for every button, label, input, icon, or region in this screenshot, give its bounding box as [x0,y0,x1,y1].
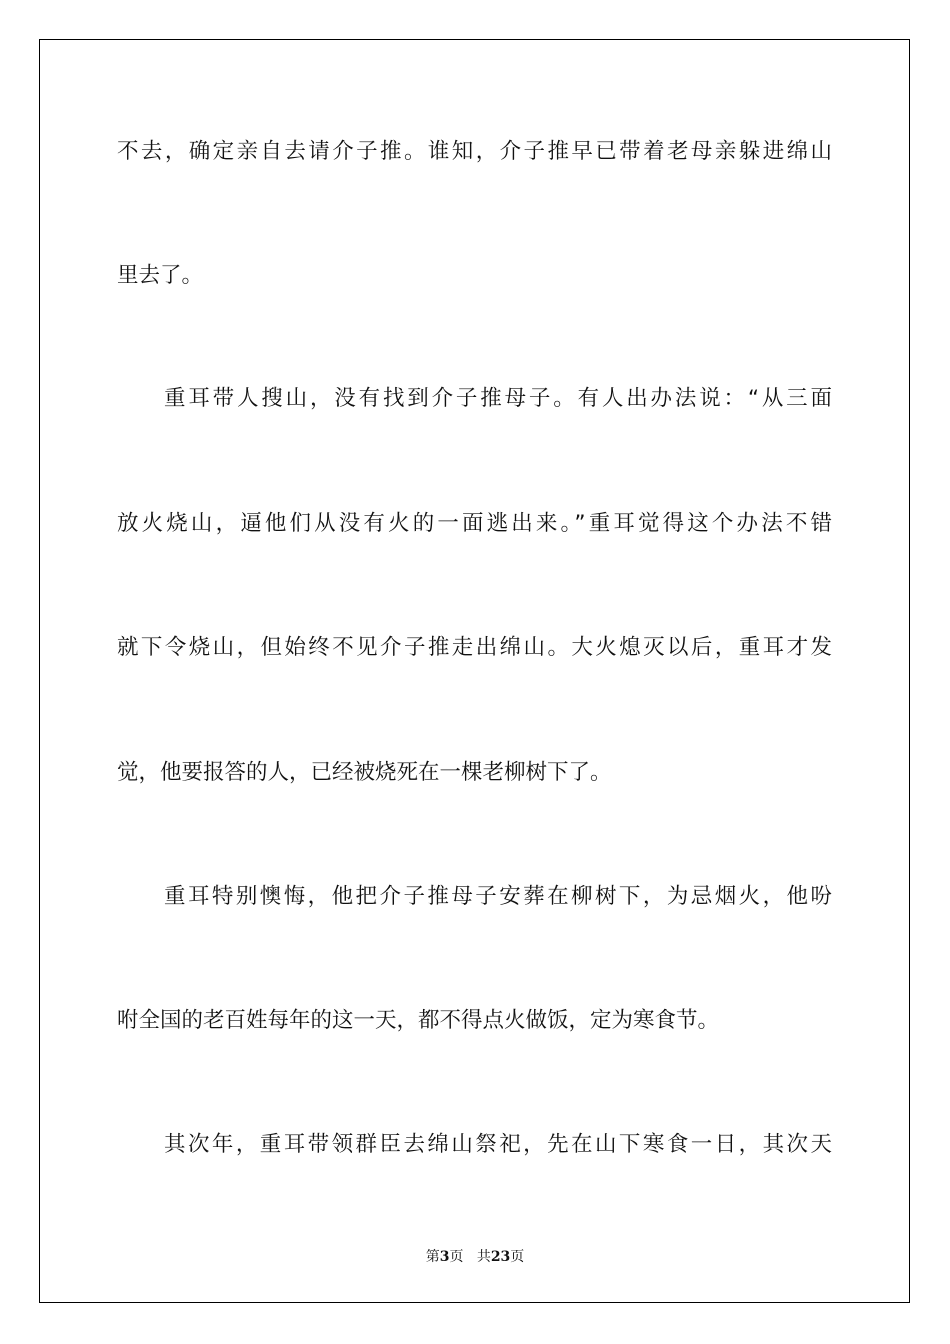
text-line-1: 不去，确定亲自去请介子推。谁知，介子推早已带着老母亲躲进绵山 [117,139,832,164]
total-unit: 页 [510,1249,525,1265]
total-prefix: 共 [476,1249,491,1265]
page-border [39,39,910,1303]
text-line-7: 重耳特别懊悔，他把介子推母子安葬在柳树下，为忌烟火，他吩 [164,884,832,909]
page-footer [0,1246,950,1266]
text-line-8: 咐全国的老百姓每年的这一天，都不得点火做饭，定为寒食节。 [117,1008,720,1033]
text-line-2: 里去了。 [117,263,204,288]
page-total: 23 [490,1249,511,1265]
page-prefix: 第 [425,1249,440,1265]
text-line-3: 重耳带人搜山，没有找到介子推母子。有人出办法说：“从三面 [164,386,832,411]
text-line-6: 觉，他要报答的人，已经被烧死在一棵老柳树下了。 [117,760,612,785]
text-line-9: 其次年，重耳带领群臣去绵山祭祀，先在山下寒食一日，其次天 [164,1132,832,1157]
page-unit: 页 [449,1249,464,1265]
text-line-4: 放火烧山，逼他们从没有火的一面逃出来。”重耳觉得这个办法不错 [117,511,832,536]
page-current: 3 [439,1249,450,1265]
text-line-5: 就下令烧山，但始终不见介子推走出绵山。大火熄灭以后，重耳才发 [117,635,832,660]
